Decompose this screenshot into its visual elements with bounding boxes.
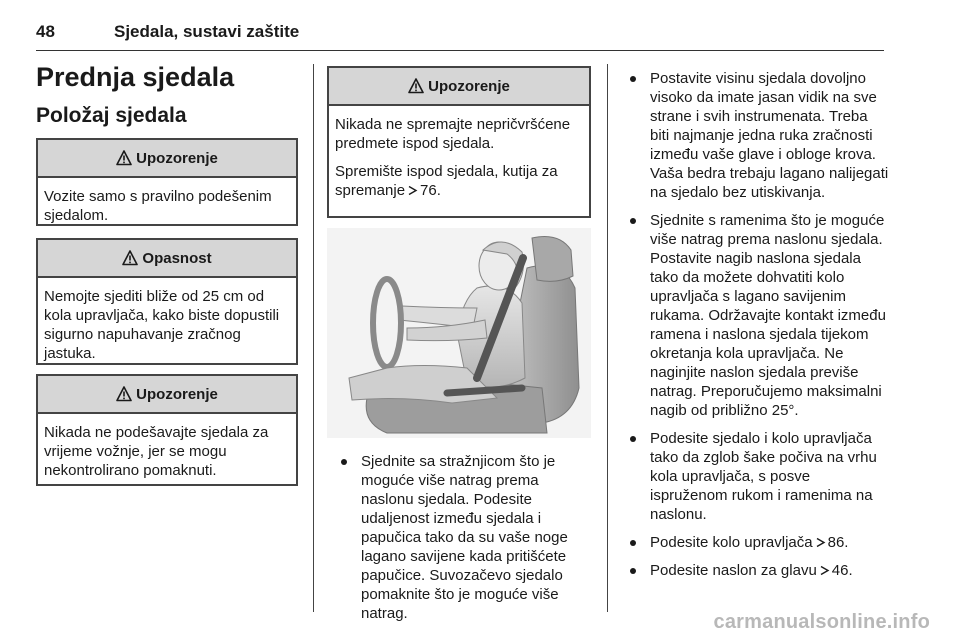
warning-box-label: Upozorenje bbox=[136, 385, 218, 403]
list-item bbox=[628, 561, 890, 580]
page-number: 48 bbox=[36, 22, 55, 41]
bullet-dot bbox=[630, 568, 636, 574]
reference-arrow-icon bbox=[407, 185, 418, 196]
warning-triangle-icon bbox=[116, 150, 132, 166]
list-item bbox=[339, 452, 589, 623]
section-subtitle: Položaj sjedala bbox=[36, 104, 187, 127]
bullet-dot bbox=[630, 218, 636, 224]
seated-driver-drawing bbox=[327, 228, 591, 438]
chapter-title: Sjedala, sustavi zaštite bbox=[114, 22, 300, 41]
warning-box-label: Upozorenje bbox=[428, 77, 510, 95]
list-item-text: Postavite visinu sjedala dovoljno visoko da imate jasan vidik na sve strane i svih instrumenata. Treba biti najmanje jedna ruka zračnosti između vaše glave i obloge krova. Vaša bedra trebaju lagano nalijegati na sjedalo bez utiskivanja. bbox=[650, 70, 889, 201]
warning-box-header bbox=[329, 68, 589, 106]
reference-page-link[interactable]: 46. bbox=[831, 562, 853, 579]
warning-box-body bbox=[329, 106, 589, 206]
warning-box-1 bbox=[36, 138, 298, 226]
reference-page-link[interactable]: 76. bbox=[420, 182, 441, 199]
section-title: Prednja sjedala bbox=[36, 62, 235, 92]
bullet-dot bbox=[630, 76, 636, 82]
right-bullet-list bbox=[628, 69, 890, 589]
warning-triangle-icon bbox=[408, 78, 424, 94]
list-item-text: Podesite sjedalo i kolo upravljača tako da zglob šake počiva na vrhu kola upravljača, s posve ispruženom rukom i ramenima na naslonu. bbox=[650, 430, 877, 523]
reference-arrow-icon bbox=[815, 537, 826, 548]
warning-box-header bbox=[38, 376, 296, 414]
reference-page-link[interactable]: 86. bbox=[827, 534, 849, 551]
bullet-dot bbox=[630, 436, 636, 442]
danger-box bbox=[36, 238, 298, 365]
reference-arrow-icon bbox=[819, 565, 830, 576]
list-item bbox=[628, 533, 890, 552]
danger-box-label: Opasnost bbox=[142, 249, 212, 267]
watermark-text: carmanualsonline.info bbox=[713, 611, 930, 633]
middle-bullet-list bbox=[339, 452, 589, 632]
warning-triangle-icon bbox=[116, 386, 132, 402]
warning-box-3 bbox=[327, 66, 591, 218]
warning-box-text: Nikada ne podešavajte sjedala za vrijeme vožnje, jer se mogu nekontrolirano pomaknuti. bbox=[44, 424, 269, 479]
warning-box-label: Upozorenje bbox=[136, 149, 218, 167]
warning-box-2 bbox=[36, 374, 298, 486]
list-item bbox=[628, 429, 890, 524]
danger-box-text: Nemojte sjediti bliže od 25 cm od kola upravljača, kako biste dopustili sigurno napuhavanje zračnog jastuka. bbox=[44, 288, 280, 362]
bullet-dot bbox=[341, 459, 347, 465]
warning-box-header bbox=[38, 140, 296, 178]
danger-box-body bbox=[38, 278, 296, 369]
column-divider-right bbox=[607, 64, 608, 612]
page-header bbox=[36, 8, 884, 51]
warning-triangle-icon bbox=[122, 250, 138, 266]
reference-text: Spremište ispod sjedala, kutija za spremanje bbox=[335, 163, 558, 199]
warning-box-body bbox=[38, 414, 296, 486]
warning-box-body bbox=[38, 178, 296, 231]
warning-box-reference bbox=[335, 162, 583, 200]
list-item bbox=[628, 211, 890, 420]
danger-box-header bbox=[38, 240, 296, 278]
bullet-dot bbox=[630, 540, 636, 546]
list-item-text: Podesite naslon za glavu bbox=[650, 562, 817, 579]
warning-box-text: Vozite samo s pravilno podešenim sjedalom. bbox=[44, 188, 272, 224]
warning-box-text: Nikada ne spremajte nepričvršćene predmete ispod sjedala. bbox=[335, 116, 571, 152]
list-item-text: Sjednite sa stražnjicom što je moguće više natrag prema naslonu sjedala. Podesite udaljenost između sjedala i papučica tako da su vaše noge lagano savijene kada pritišćete papučice. Suvozačevo sjedalo pomaknite što je moguće više natrag. bbox=[361, 453, 568, 622]
list-item-text: Podesite kolo upravljača bbox=[650, 534, 813, 551]
list-item bbox=[628, 69, 890, 202]
list-item-text: Sjednite s ramenima što je moguće više natrag prema naslonu sjedala. Postavite nagib naslona sjedala tako da možete dohvatiti kolo upravljača s lagano savijenim rukama. Održavajte kontakt između ramena i naslona sjedala tijekom okretanja kola upravljača. Ne naginjite naslon sjedala previše natrag. Preporučujemo maksimalni nagib od približno 25°. bbox=[650, 212, 886, 419]
seat-position-illustration bbox=[327, 228, 591, 438]
column-divider-left bbox=[313, 64, 314, 612]
